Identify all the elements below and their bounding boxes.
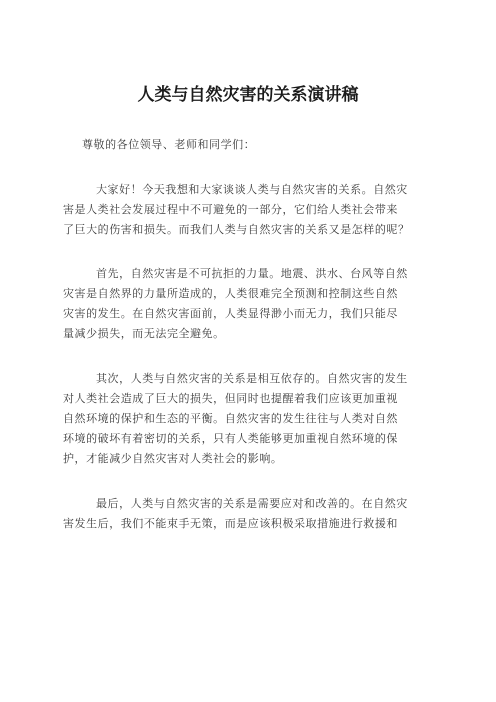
paragraph-3-line-3: 自然环境的保护和生态的平衡。自然灾害的发生往往与人类对自然 <box>63 412 398 425</box>
paragraph-3-line-2: 对人类社会造成了巨大的损失，但同时也提醒着我们应该更加重视 <box>63 392 398 405</box>
paragraph-1-line-3: 了巨大的伤害和损失。而我们人类与自然灾害的关系又是怎样的呢？ <box>63 223 410 236</box>
greeting-line: 尊敬的各位领导、老师和同学们： <box>82 138 256 151</box>
paragraph-4-line-1: 最后，人类与自然灾害的关系是需要应对和改善的。在自然灾 <box>96 497 408 510</box>
paragraph-2-line-4: 量减少损失，而无法完全避免。 <box>63 327 225 340</box>
paragraph-1-line-1: 大家好！今天我想和大家谈谈人类与自然灾害的关系。自然灾 <box>96 183 408 196</box>
paragraph-2-line-2: 灾害是自然界的力量所造成的，人类很难完全预测和控制这些自然 <box>63 287 398 300</box>
paragraph-3-line-4: 环境的破坏有着密切的关系，只有人类能够更加重视自然环境的保 <box>63 432 398 445</box>
document-title: 人类与自然灾害的关系演讲稿 <box>137 85 359 105</box>
paragraph-2-line-3: 灾害的发生。在自然灾害面前，人类显得渺小而无力，我们只能尽 <box>63 307 398 320</box>
paragraph-2-line-1: 首先，自然灾害是不可抗拒的力量。地震、洪水、台风等自然 <box>96 267 408 280</box>
paragraph-1-line-2: 害是人类社会发展过程中不可避免的一部分，它们给人类社会带来 <box>63 203 398 216</box>
paragraph-3-line-5: 护，才能减少自然灾害对人类社会的影响。 <box>63 452 283 465</box>
paragraph-4-line-2: 害发生后，我们不能束手无策，而是应该积极采取措施进行救援和 <box>63 517 398 530</box>
paragraph-3-line-1: 其次，人类与自然灾害的关系是相互依存的。自然灾害的发生 <box>96 372 408 385</box>
